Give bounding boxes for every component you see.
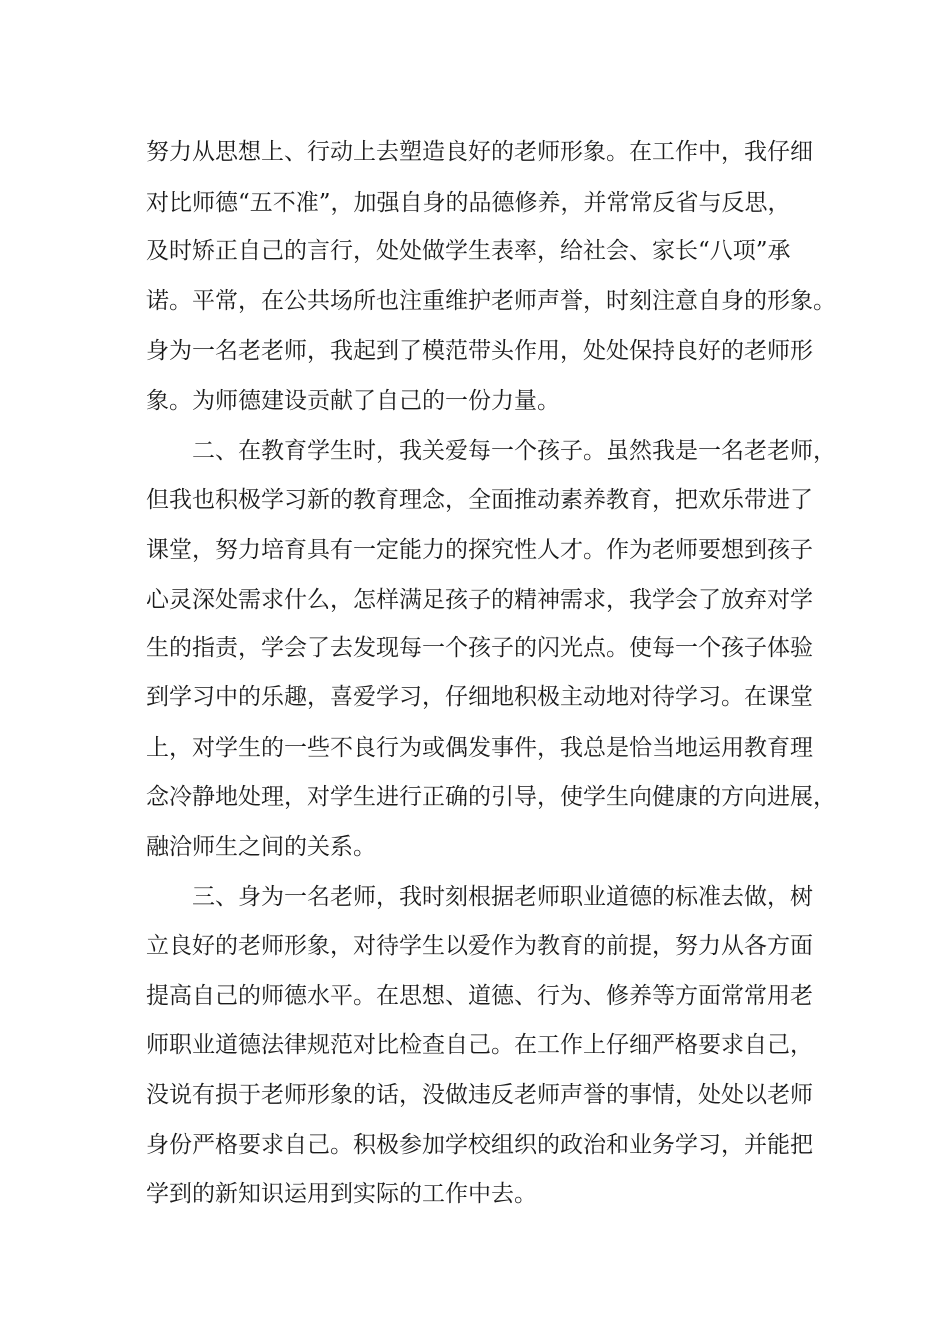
text-line: 及时矫正自己的言行，处处做学生表率，给社会、家长“八项”承	[146, 238, 791, 264]
text-line: 身为一名老老师，我起到了模范带头作用，处处保持良好的老师形	[146, 338, 813, 364]
paragraph-start-line: 三、身为一名老师，我时刻根据老师职业道德的标准去做，树	[192, 884, 813, 910]
text-line: 但我也积极学习新的教育理念，全面推动素养教育，把欢乐带进了	[146, 487, 813, 513]
text-line: 课堂，努力培育具有一定能力的探究性人才。作为老师要想到孩子	[146, 537, 813, 563]
paragraph-start-line: 二、在教育学生时，我关爱每一个孩子。虽然我是一名老老师，	[192, 438, 836, 464]
text-line: 融洽师生之间的关系。	[146, 834, 376, 860]
text-line: 心灵深处需求什么，怎样满足孩子的精神需求，我学会了放弃对学	[146, 587, 813, 613]
text-line: 提高自己的师德水平。在思想、道德、行为、修养等方面常常用老	[146, 983, 813, 1009]
text-line: 象。为师德建设贡献了自己的一份力量。	[146, 388, 560, 414]
text-line: 努力从思想上、行动上去塑造良好的老师形象。在工作中，我仔细	[146, 139, 813, 165]
text-line: 没说有损于老师形象的话，没做违反老师声誉的事情，处处以老师	[146, 1082, 813, 1108]
text-line: 学到的新知识运用到实际的工作中去。	[146, 1181, 537, 1207]
text-line: 立良好的老师形象，对待学生以爱作为教育的前提，努力从各方面	[146, 933, 813, 959]
text-line: 诺。平常，在公共场所也注重维护老师声誉，时刻注意自身的形象。	[146, 288, 836, 314]
text-line: 到学习中的乐趣，喜爱学习，仔细地积极主动地对待学习。在课堂	[146, 684, 813, 710]
text-line: 师职业道德法律规范对比检查自己。在工作上仔细严格要求自己，	[146, 1032, 813, 1058]
text-line: 对比师德“五不准”，加强自身的品德修养，并常常反省与反思，	[146, 190, 791, 216]
text-line: 身份严格要求自己。积极参加学校组织的政治和业务学习，并能把	[146, 1132, 813, 1158]
text-line: 念冷静地处理，对学生进行正确的引导，使学生向健康的方向进展，	[146, 784, 836, 810]
text-line: 上，对学生的一些不良行为或偶发事件，我总是恰当地运用教育理	[146, 735, 813, 761]
text-line: 生的指责，学会了去发现每一个孩子的闪光点。使每一个孩子体验	[146, 635, 813, 661]
